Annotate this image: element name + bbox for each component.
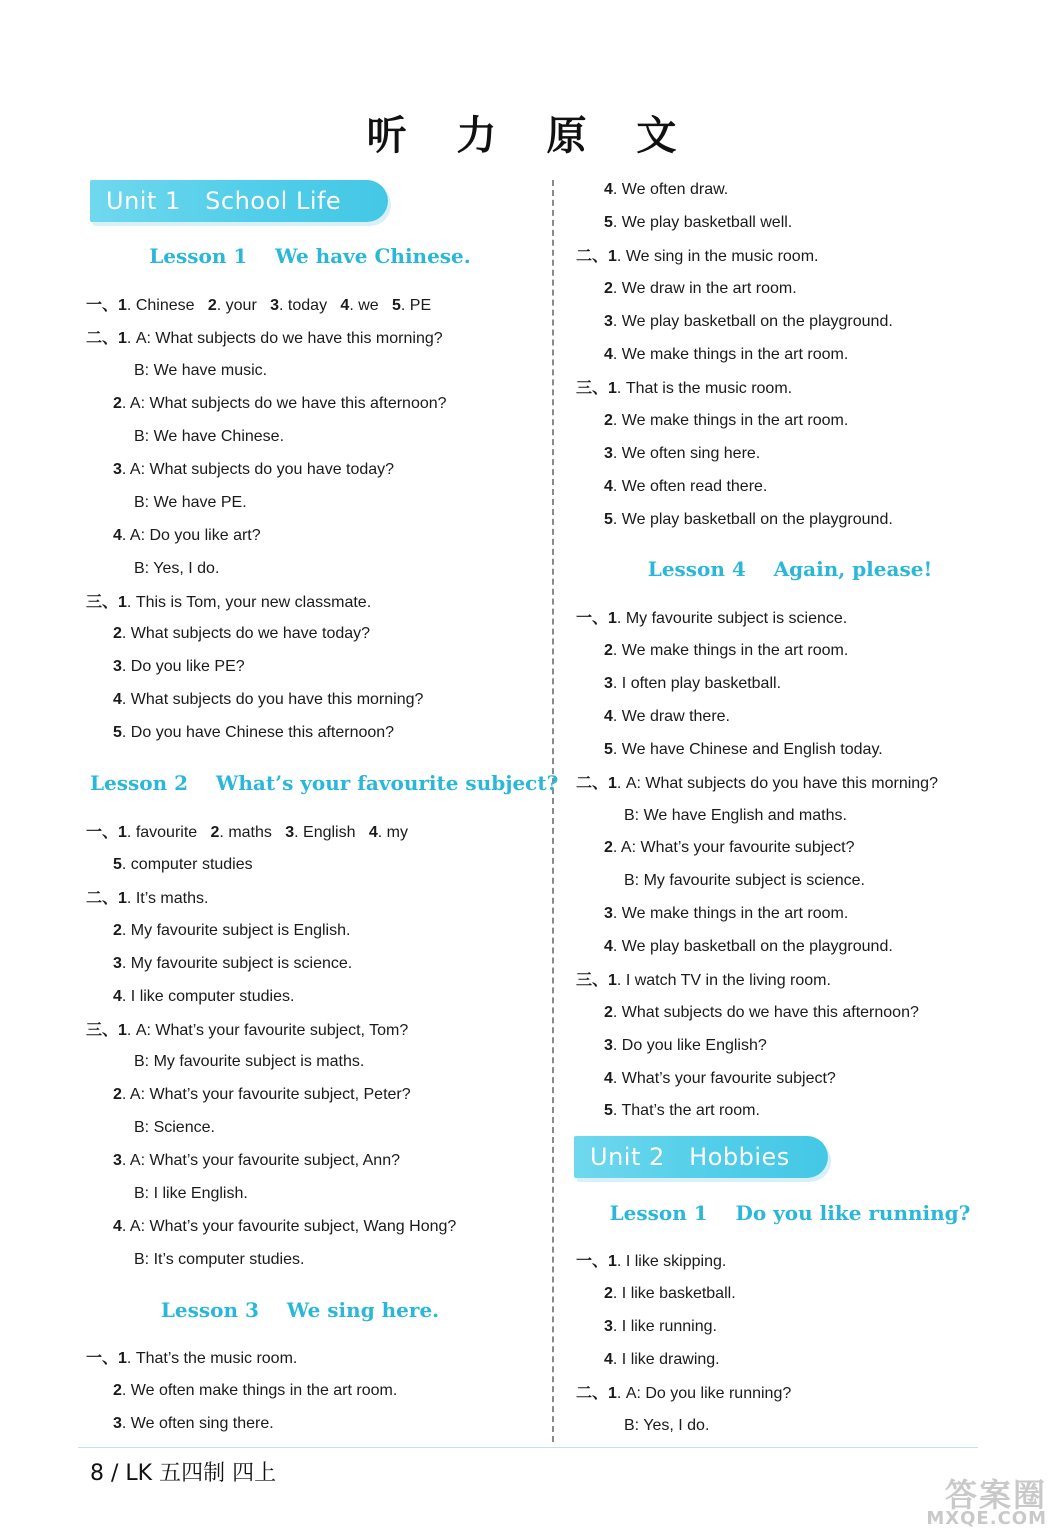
answer-text: B: We have PE. [134,494,247,511]
item-number: 2 [604,839,613,856]
item-number: 5 [113,724,122,741]
answer-text: . A: What’s your favourite subject, Tom? [126,1022,409,1039]
answer-line [604,477,767,497]
answer-line [113,855,253,875]
answer-text: . We often read there. [612,478,768,495]
answer-line [576,970,831,991]
item-number: 2 [604,1285,613,1302]
item-number: 3 [113,658,122,675]
item-number: 1 [118,594,127,611]
answer-text: . computer studies [121,856,253,873]
watermark-url: MXQE.COM [926,1508,1047,1529]
section-number: 二、 [576,246,609,265]
answer-line [604,1317,717,1337]
answer-line [604,674,781,694]
section-number: 二、 [86,328,119,347]
item-number: 4 [340,297,350,314]
answer-line [134,1250,304,1270]
section-number: 三、 [576,378,609,397]
answer-line [604,1003,919,1023]
answer-line [624,871,865,891]
answer-text: . A: What’s your favourite subject? [612,839,855,856]
page-title: 听 力 原 文 [366,113,695,159]
answer-line [576,1383,791,1404]
answer-text: . Do you have Chinese this afternoon? [121,724,395,741]
answer-text: . today [279,297,341,314]
answer-text: . We often sing here. [612,445,761,462]
answer-text: B: We have Chinese. [134,428,285,445]
answer-line [113,690,423,710]
section-number: 三、 [86,592,119,611]
answer-text: . We sing in the music room. [616,248,819,265]
item-number: 2 [604,280,613,297]
answer-text: . My favourite subject is English. [121,922,351,939]
item-number: 3 [604,1037,613,1054]
answer-text: . We often sing there. [121,1415,274,1432]
item-number: 1 [608,380,617,397]
item-number: 4 [368,824,378,841]
answer-line [134,1184,248,1204]
answer-line [604,1101,760,1121]
item-number: 2 [113,625,122,642]
item-number: 5 [113,856,122,873]
answer-line [134,1118,215,1138]
answer-text: B: We have music. [134,362,268,379]
item-number: 1 [608,610,617,627]
answer-text: . What subjects do you have this morning? [121,691,424,708]
item-number: 4 [604,1351,613,1368]
answer-line [604,213,792,233]
answer-line [113,1085,411,1105]
unit-banner-hobbies [574,1136,828,1178]
answer-line [604,1036,767,1056]
answer-text: . It’s maths. [126,890,209,907]
answer-text: . I watch TV in the living room. [616,972,831,989]
answer-text: . We have Chinese and English today. [612,741,883,758]
answer-line [86,822,408,843]
unit-title: Unit 1 School Life [106,187,342,215]
answer-text: . Chinese [126,297,208,314]
answer-text: . my [377,824,408,841]
column-divider [552,180,554,1442]
answer-text: . A: What subjects do you have today? [121,461,395,478]
item-number: 4 [604,181,613,198]
answer-text: . I like running. [612,1318,717,1335]
item-number: 1 [118,297,127,314]
item-number: 1 [608,972,617,989]
answer-text: . I often play basketball. [612,675,782,692]
answer-line [86,592,371,613]
answer-line [113,1381,397,1401]
item-number: 4 [604,346,613,363]
answer-text: . A: What subjects do we have this afternoon? [121,395,447,412]
answer-line [134,361,267,381]
answer-text: . What subjects do we have this afternoon? [612,1004,919,1021]
answer-text: . We play basketball on the playground. [612,511,893,528]
answer-text: B: It’s computer studies. [134,1251,305,1268]
answer-line [604,345,848,365]
watermark-text: 答案圈 [944,1476,1047,1514]
answer-line [576,246,818,267]
answer-line [134,493,247,513]
item-number: 1 [608,1385,617,1402]
unit-banner-school-life [90,180,388,222]
item-number: 2 [113,922,122,939]
answer-text: . English [294,824,369,841]
answer-line [86,328,443,349]
item-number: 3 [604,313,613,330]
answer-line [604,180,728,200]
item-number: 3 [113,461,122,478]
answer-text: B: My favourite subject is science. [624,872,865,889]
item-number: 3 [113,1152,122,1169]
answer-line [113,1151,400,1171]
answer-line [604,937,893,957]
answer-text: . We play basketball on the playground. [612,313,893,330]
answer-text: . I like computer studies. [121,988,295,1005]
answer-line [576,378,792,399]
answer-line [113,1414,274,1434]
answer-text: . maths [219,824,286,841]
item-number: 4 [604,938,613,955]
answer-text: . PE [400,297,432,314]
answer-line [86,888,208,909]
item-number: 2 [604,412,613,429]
item-number: 5 [604,214,613,231]
item-number: 4 [113,1218,122,1235]
answer-text: . We draw in the art room. [612,280,797,297]
item-number: 1 [118,824,127,841]
item-number: 1 [118,1350,127,1367]
item-number: 3 [285,824,295,841]
answer-line [113,723,394,743]
item-number: 4 [113,527,122,544]
item-number: 1 [118,330,127,347]
lesson-heading: Lesson 2 What’s your favourite subject? [90,771,559,795]
answer-text: . That’s the art room. [612,1102,760,1119]
section-number: 二、 [576,1383,609,1402]
item-number: 1 [608,1253,617,1270]
answer-text: . We make things in the art room. [612,905,849,922]
item-number: 5 [604,1102,613,1119]
answer-text: . Do you like PE? [121,658,245,675]
answer-line [604,444,760,464]
answer-text: . What subjects do we have today? [121,625,371,642]
answer-line [604,1350,720,1370]
answer-text: . I like skipping. [616,1253,727,1270]
answer-line [86,1348,297,1369]
item-number: 2 [604,642,613,659]
answer-text: . A: What subjects do we have this morning? [126,330,443,347]
answer-line [113,394,447,414]
answer-text: B: We have English and maths. [624,807,847,824]
item-number: 2 [113,1086,122,1103]
answer-text: . What’s your favourite subject? [612,1070,836,1087]
answer-text: . A: What’s your favourite subject, Ann? [121,1152,400,1169]
item-number: 3 [604,905,613,922]
section-number: 一、 [576,608,609,627]
item-number: 5 [604,511,613,528]
answer-line [113,624,370,644]
answer-line [624,1416,709,1436]
answer-text: . My favourite subject is science. [616,610,848,627]
answer-line [113,921,350,941]
answer-text: . I like basketball. [612,1285,736,1302]
item-number: 2 [113,1382,122,1399]
answer-line [624,806,847,826]
item-number: 5 [392,297,401,314]
item-number: 3 [113,955,122,972]
footer-rule [78,1447,978,1448]
answer-text: . We play basketball on the playground. [612,938,893,955]
item-number: 3 [604,675,613,692]
answer-text: . A: Do you like art? [121,527,261,544]
answer-line [113,954,352,974]
answer-line [604,838,855,858]
answer-text: . Do you like English? [612,1037,767,1054]
watermark-logo [917,1470,1047,1530]
item-number: 4 [113,988,122,1005]
answer-line [604,1069,836,1089]
item-number: 4 [113,691,122,708]
section-number: 二、 [86,888,119,907]
item-number: 1 [118,890,127,907]
answer-line [604,312,893,332]
answer-line [576,1251,726,1272]
lesson-heading: Lesson 1 We have Chinese. [149,244,471,268]
answer-text: B: I like English. [134,1185,248,1202]
answer-text: . That is the music room. [616,380,793,397]
section-number: 一、 [576,1251,609,1270]
item-number: 3 [604,1318,613,1335]
answer-text: . we [349,297,392,314]
section-number: 一、 [86,1348,119,1367]
answer-line [604,904,848,924]
item-number: 4 [604,478,613,495]
answer-text: . A: What subjects do you have this morning? [616,775,938,792]
answer-text: . That’s the music room. [126,1350,298,1367]
answer-line [113,987,294,1007]
section-number: 一、 [86,822,119,841]
answer-text: . We play basketball well. [612,214,793,231]
item-number: 3 [113,1415,122,1432]
answer-line [604,279,797,299]
answer-text: . your [216,297,271,314]
section-number: 一、 [86,295,119,314]
answer-text: . We make things in the art room. [612,642,849,659]
answer-line [113,526,261,546]
answer-text: . This is Tom, your new classmate. [126,594,372,611]
answer-text: . favourite [126,824,211,841]
answer-text: B: Yes, I do. [134,560,220,577]
answer-text: . We often draw. [612,181,729,198]
answer-line [134,1052,364,1072]
answer-text: . My favourite subject is science. [121,955,353,972]
answer-line [576,608,847,629]
answer-line [113,657,245,677]
answer-text: . We make things in the art room. [612,346,849,363]
lesson-heading: Lesson 1 Do you like running? [609,1201,971,1225]
answer-text: . A: What’s your favourite subject, Peter? [121,1086,411,1103]
answer-line [113,1217,456,1237]
lesson-heading: Lesson 3 We sing here. [160,1298,440,1322]
answer-text: . A: What’s your favourite subject, Wang Hong? [121,1218,457,1235]
item-number: 4 [604,708,613,725]
item-number: 2 [113,395,122,412]
item-number: 2 [210,824,220,841]
answer-text: . I like drawing. [612,1351,720,1368]
answer-line [113,460,394,480]
answer-line [134,559,219,579]
answer-line [604,510,893,530]
item-number: 1 [608,775,617,792]
answer-line [604,1284,736,1304]
item-number: 3 [270,297,280,314]
answer-line [86,295,431,316]
section-number: 三、 [86,1020,119,1039]
answer-text: . A: Do you like running? [616,1385,792,1402]
answer-line [604,641,848,661]
item-number: 5 [604,741,613,758]
item-number: 1 [118,1022,127,1039]
answer-text: . We make things in the art room. [612,412,849,429]
answer-text: B: Yes, I do. [624,1417,710,1434]
answer-text: . We draw there. [612,708,730,725]
answer-line [86,1020,408,1041]
item-number: 2 [207,297,217,314]
answer-line [604,411,848,431]
unit-title: Unit 2 Hobbies [590,1143,790,1171]
item-number: 1 [608,248,617,265]
page-footer: 8 / LK 五四制 四上 [90,1461,277,1486]
lesson-heading: Lesson 4 Again, please! [647,557,933,581]
answer-line [134,427,284,447]
answer-line [576,773,938,794]
answer-text: . We often make things in the art room. [121,1382,398,1399]
item-number: 4 [604,1070,613,1087]
section-number: 三、 [576,970,609,989]
answer-line [604,707,730,727]
answer-text: B: Science. [134,1119,215,1136]
item-number: 3 [604,445,613,462]
item-number: 2 [604,1004,613,1021]
section-number: 二、 [576,773,609,792]
answer-line [604,740,883,760]
answer-text: B: My favourite subject is maths. [134,1053,365,1070]
